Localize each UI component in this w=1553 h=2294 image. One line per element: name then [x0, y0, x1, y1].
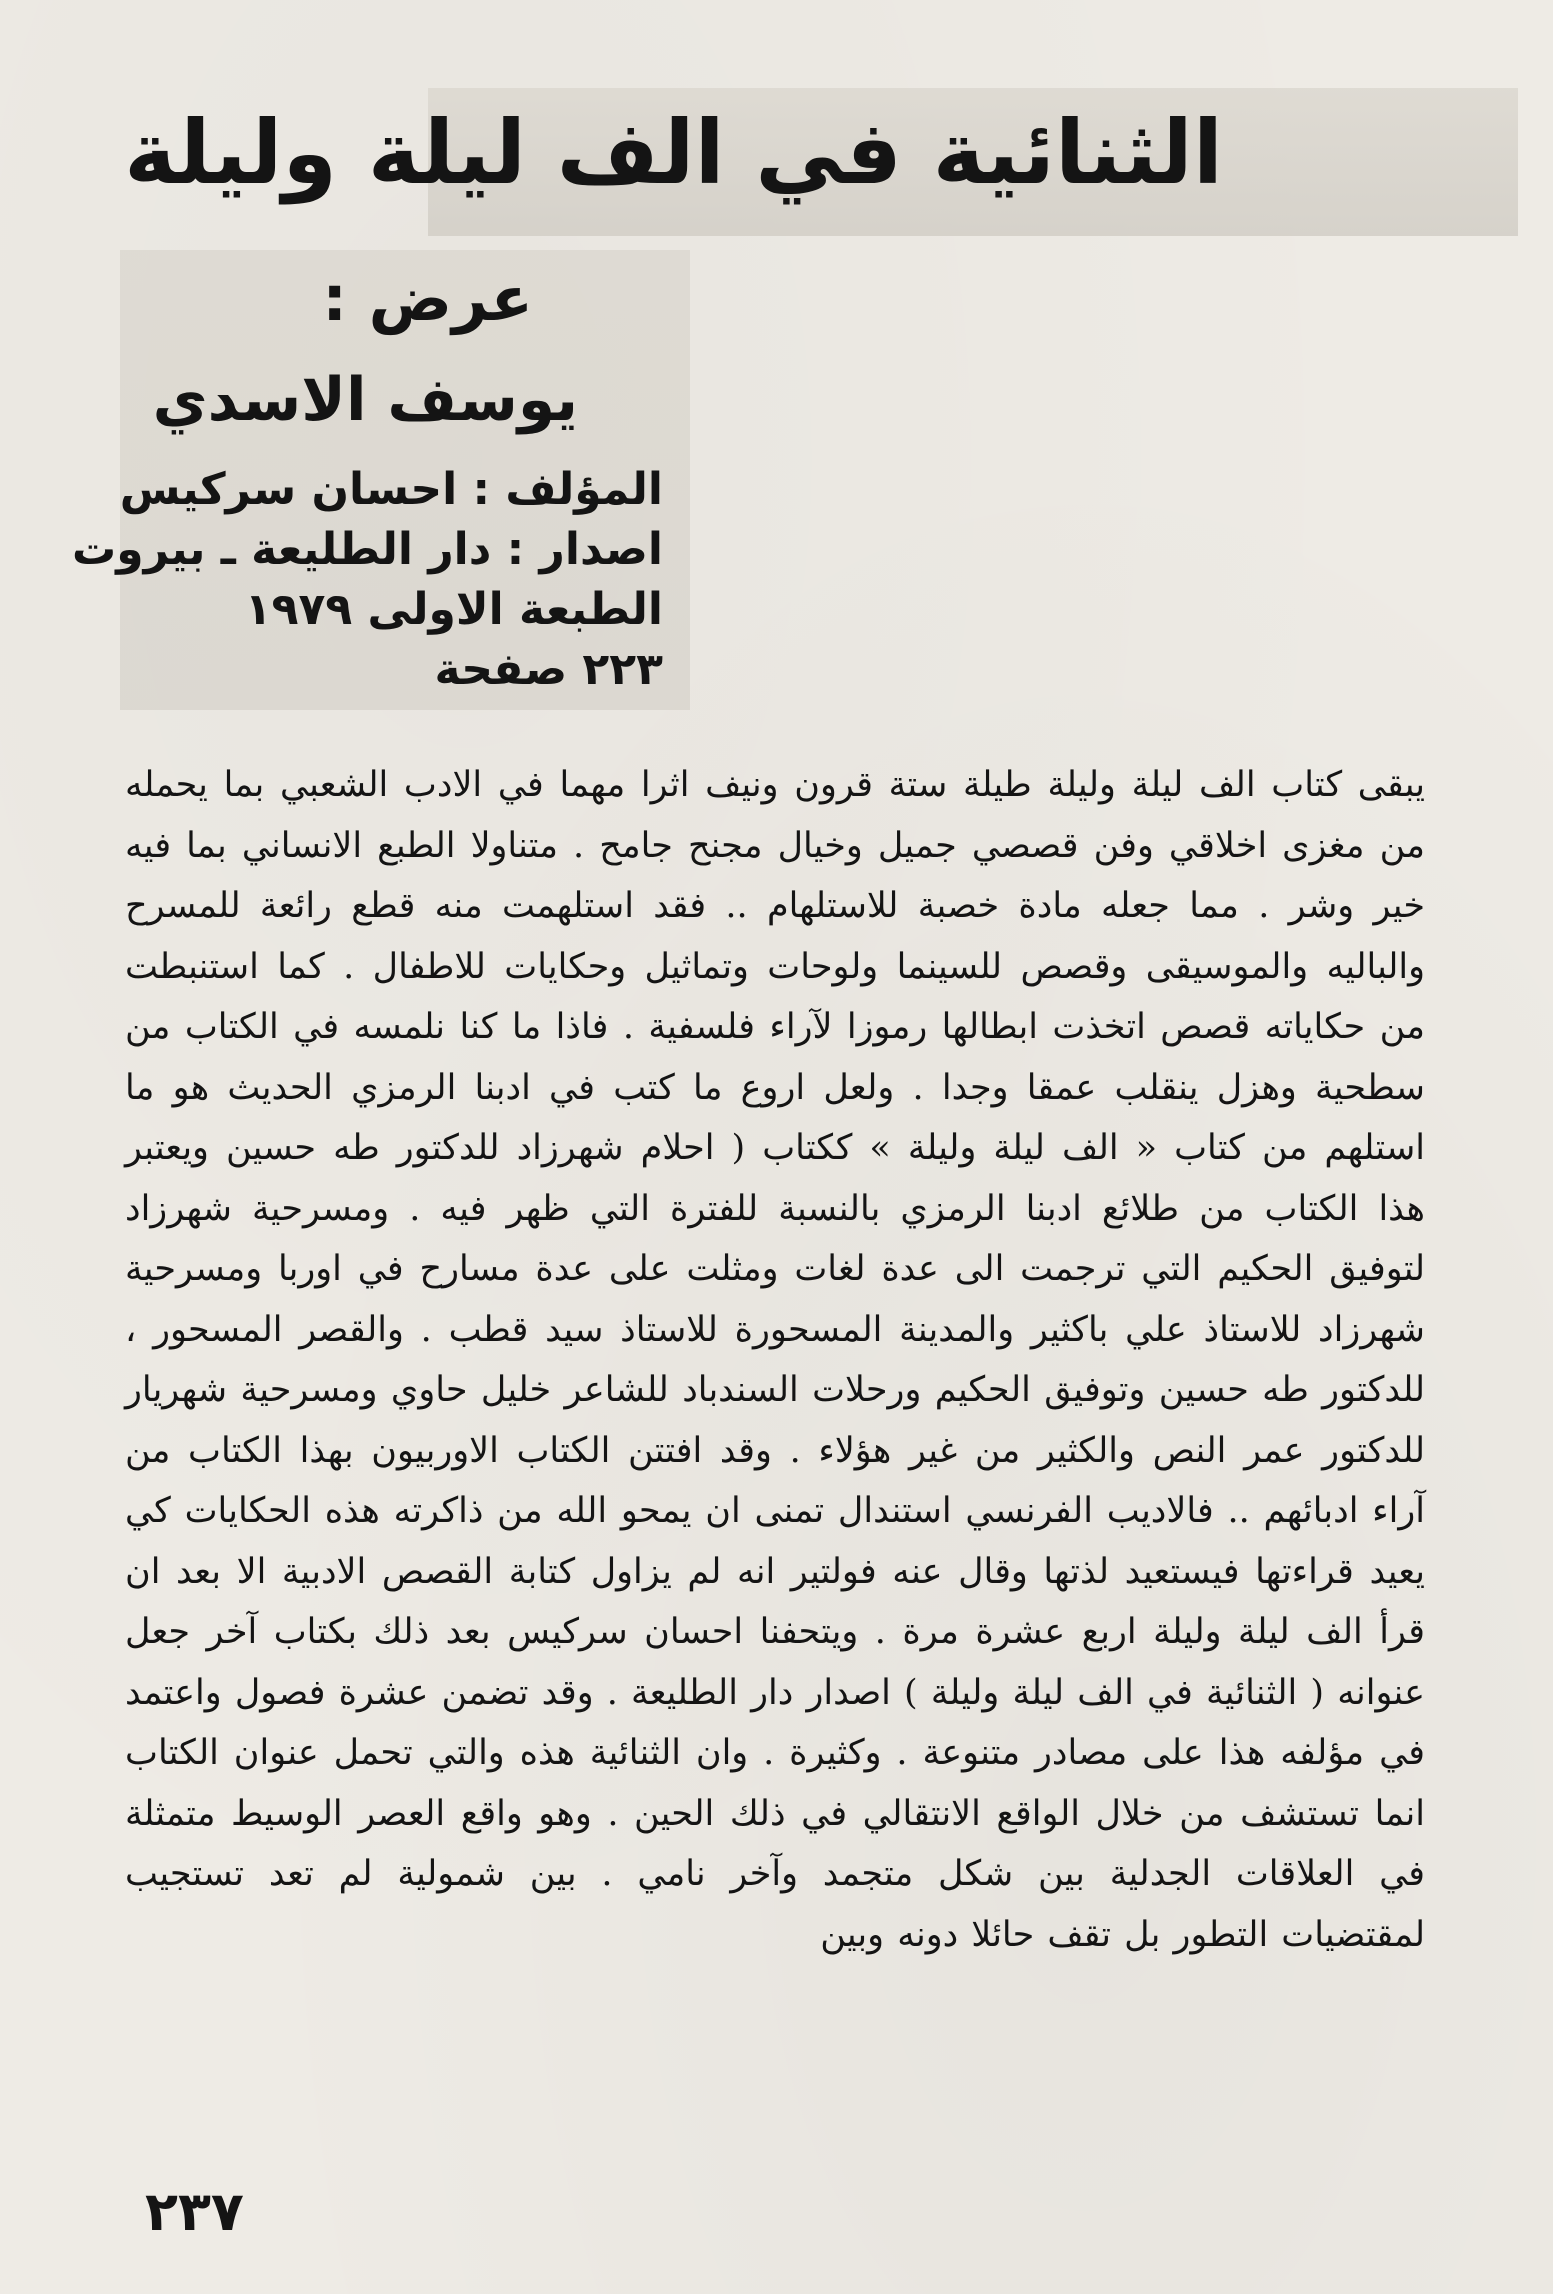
- page-number: ٢٣٧: [145, 2180, 244, 2243]
- reviewer-name: يوسف الاسدي: [152, 365, 578, 435]
- article-body: يبقى كتاب الف ليلة وليلة طيلة ستة قرون ونيف اثرا مهما في الادب الشعبي بما يحمله من مغزى اخلاقي وفن قصصي جميل وخيال مجنح جامح . متناولا الطبع الانساني بما فيه خير وشر . مما جعله مادة خصبة للاستلهام .. فقد استلهمت منه قطع رائعة للمسرح والباليه والموسيقى وقصص للسينما ولوحات وتماثيل وحكايات للاطفال . كما استنبطت من حكاياته قصص اتخذت ابطالها رموزا لآراء فلسفية . فاذا ما كنا نلمسه في الكتاب من سطحية وهزل ينقلب عمقا وجدا . ولعل اروع ما كتب في ادبنا الرمزي الحديث هو ما استلهم من كتاب « الف ليلة وليلة » ككتاب ( احلام شهرزاد للدكتور طه حسين ويعتبر هذا الكتاب من طلائع ادبنا الرمزي بالنسبة للفترة التي ظهر فيه . ومسرحية شهرزاد لتوفيق الحكيم التي ترجمت الى عدة لغات ومثلت على عدة مسارح في اوربا ومسرحية شهرزاد للاستاذ علي باكثير والمدينة المسحورة للاستاذ سيد قطب . والقصر المسحور ، للدكتور طه حسين وتوفيق الحكيم ورحلات السندباد للشاعر خليل حاوي ومسرحية شهريار للدكتور عمر النص والكثير من غير هؤلاء . وقد افتتن الكتاب الاوربيون بهذا الكتاب من آراء ادبائهم .. فالاديب الفرنسي استندال تمنى ان يمحو الله من ذاكرته هذه الحكايات كي يعيد قراءتها فيستعيد لذتها وقال عنه فولتير انه لم يزاول كتابة القصص الادبية الا بعد ان قرأ الف ليلة وليلة اربع عشرة مرة . ويتحفنا احسان سركيس بعد ذلك بكتاب آخر جعل عنوانه ( الثنائية في الف ليلة وليلة ) اصدار دار الطليعة . وقد تضمن عشرة فصول واعتمد في مؤلفه هذا على مصادر متنوعة . وكثيرة . وان الثنائية هذه والتي تحمل عنوان الكتاب انما تستشف من خلال الواقع الانتقالي في ذلك الحين . وهو واقع العصر الوسيط متمثلة في العلاقات الجدلية بين شكل متجمد وآخر نامي . بين شمولية لم تعد تستجيب لمقتضيات التطور بل تقف حائلا دونه وبين: [125, 765, 1425, 1955]
- book-edition: الطبعة الاولى ١٩٧٩: [244, 584, 663, 635]
- book-info: [72, 460, 663, 700]
- book-author: المؤلف : احسان سركيس: [119, 464, 663, 515]
- article-title: الثنائية في الف ليلة وليلة: [124, 101, 1223, 204]
- book-publisher: اصدار : دار الطليعة ـ بيروت: [72, 524, 663, 575]
- book-pages: ٢٢٣ صفحة: [434, 644, 663, 695]
- review-label: عرض :: [322, 262, 533, 335]
